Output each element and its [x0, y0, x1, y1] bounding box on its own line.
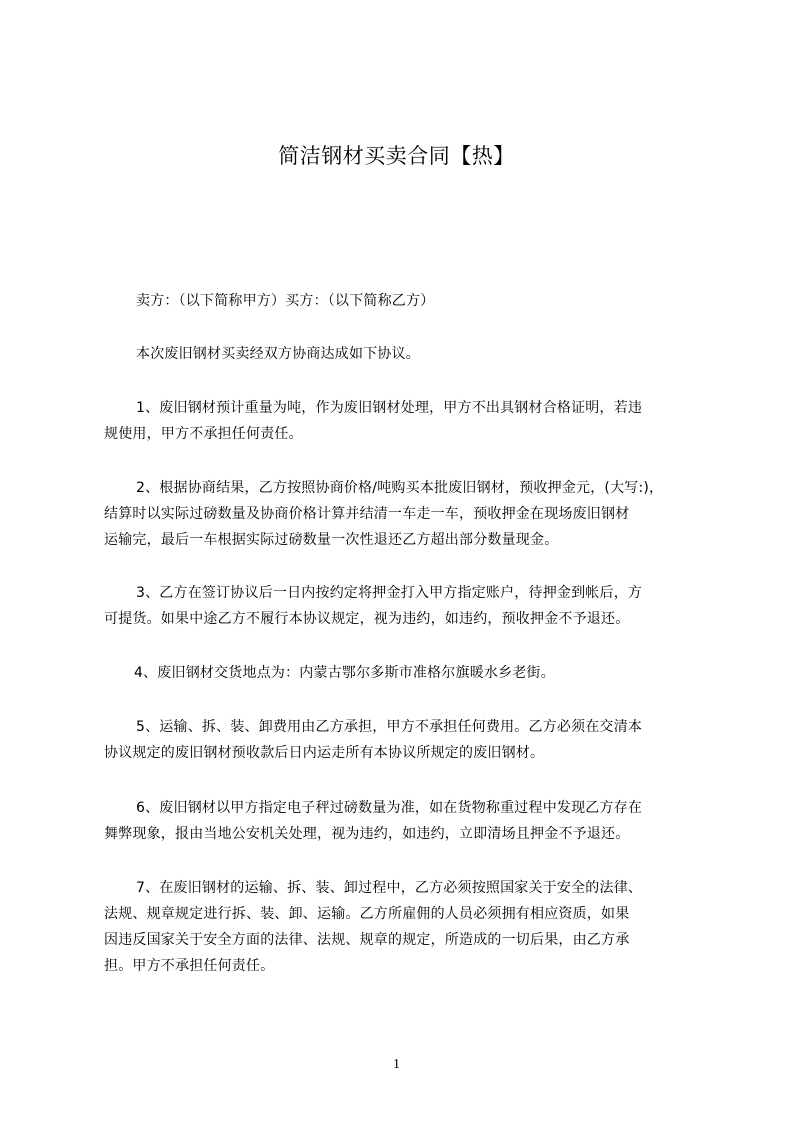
parties-paragraph: [104, 288, 704, 314]
paragraph-line: 结算时以实际过磅数量及协商价格计算并结清一车走一车，预收押金在现场废旧钢材: [104, 506, 630, 522]
paragraph-line: 6、废旧钢材以甲方指定电子秤过磅数量为准，如在货物称重过程中发现乙方存在: [136, 800, 643, 816]
clause-6: [104, 795, 704, 847]
clause-2: [104, 475, 704, 553]
paragraph-line: 1、废旧钢材预计重量为吨，作为废旧钢材处理，甲方不出具钢材合格证明，若违: [136, 400, 643, 416]
document-title: 简洁钢材买卖合同【热】: [278, 144, 515, 168]
paragraph-line: 舞弊现象，报由当地公安机关处理，视为违约，如违约，立即清场且押金不予退还。: [104, 826, 630, 842]
paragraph-line: 规使用，甲方不承担任何责任。: [104, 426, 303, 442]
clause-1: [104, 395, 704, 447]
paragraph-line: 运输完，最后一车根据实际过磅数量一次性退还乙方超出部分数量现金。: [104, 532, 559, 548]
paragraph-line: 协议规定的废旧钢材预收款后日内运走所有本协议所规定的废旧钢材。: [104, 745, 545, 761]
page-number: 1: [393, 1057, 400, 1072]
intro-paragraph: [104, 341, 704, 367]
paragraph-line: 7、在废旧钢材的运输、拆、装、卸过程中，乙方必须按照国家关于安全的法律、: [136, 880, 643, 896]
paragraph-line: 2、根据协商结果，乙方按照协商价格/吨购买本批废旧钢材，预收押金元，(大写:)，: [136, 480, 664, 496]
clause-3: [104, 580, 704, 632]
clause-7: [104, 875, 704, 979]
paragraph-line: 5、运输、拆、装、卸费用由乙方承担，甲方不承担任何费用。乙方必须在交清本: [136, 719, 643, 735]
clause-4: [104, 660, 704, 686]
paragraph-line: 4、废旧钢材交货地点为：内蒙古鄂尔多斯市准格尔旗暖水乡老街。: [134, 665, 555, 681]
paragraph-line: 本次废旧钢材买卖经双方协商达成如下协议。: [136, 346, 420, 362]
clause-5: [104, 714, 704, 766]
paragraph-line: 3、乙方在签订协议后一日内按约定将押金打入甲方指定账户，待押金到帐后，方: [136, 585, 643, 601]
paragraph-line: 可提货。如果中途乙方不履行本协议规定，视为违约，如违约，预收押金不予退还。: [104, 611, 630, 627]
paragraph-line: 卖方：（以下简称甲方）买方：（以下简称乙方）: [136, 293, 435, 309]
paragraph-line: 法规、规章规定进行拆、装、卸、运输。乙方所雇佣的人员必须拥有相应资质，如果: [104, 906, 630, 922]
paragraph-line: 因违反国家关于安全方面的法律、法规、规章的规定，所造成的一切后果，由乙方承: [104, 932, 630, 948]
paragraph-line: 担。甲方不承担任何责任。: [104, 958, 275, 974]
